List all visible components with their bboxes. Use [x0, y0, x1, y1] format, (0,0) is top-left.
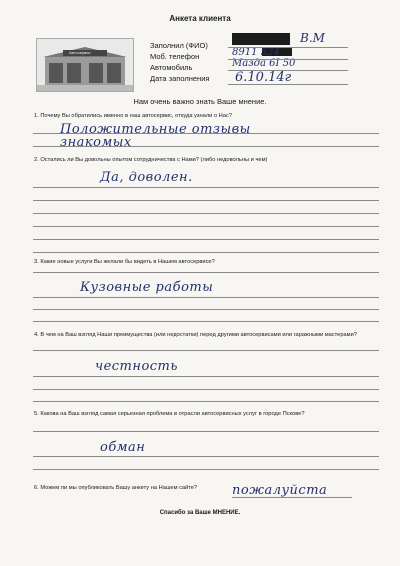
answer-line [33, 376, 379, 377]
answer-5: обман [100, 440, 146, 455]
question-4: 4. В чем на Ваш взгляд Наши преимущества (или недостатки) перед другими автосервисами или гаражными мастерами? [34, 332, 357, 338]
subtitle: Нам очень важно знать Ваше мнение. [133, 97, 267, 106]
phone-value: 8911 524 [232, 47, 280, 58]
question-1: 1. Почему Вы обратились именно в наш автосервис, откуда узнали о Нас? [34, 113, 232, 119]
phone-label: Моб. телефон [150, 52, 200, 61]
answer-line [33, 226, 379, 227]
autoservice-logo-image [36, 38, 134, 92]
name-label: Заполнил (ФИО) [150, 41, 208, 50]
logo-sign-text: Автосервис [69, 50, 91, 55]
car-value: Мазда 6I 50 [232, 58, 296, 69]
question-3: 3. Какие новые услуги Вы желали бы видеть в Нашем автосервисе? [34, 259, 215, 265]
page-title: Анкета клиента [169, 14, 231, 23]
answer-line [33, 389, 379, 390]
field-line [228, 70, 348, 71]
date-value: 6.10.14г [235, 70, 292, 85]
answer-line [33, 252, 379, 253]
car-label: Автомобиль [150, 63, 193, 72]
question-2: 2. Остались ли Вы довольны опытом сотрудничества с Нами? (либо недовольны и чем) [34, 157, 268, 163]
answer-line [33, 187, 379, 188]
date-label: Дата заполнения [150, 74, 210, 83]
answer-3: Кузовные работы [80, 280, 214, 295]
footer-thanks: Спасибо за Ваше МНЕНИЕ. [159, 510, 241, 516]
answer-6: пожалуйста [232, 483, 328, 498]
answer-line [33, 133, 379, 134]
answer-line [33, 297, 379, 298]
answer-line [232, 497, 352, 498]
answer-line [33, 431, 379, 432]
answer-line [33, 469, 379, 470]
question-6: 6. Можем ли мы опубликовать Вашу анкету на Нашем сайте? [34, 485, 198, 491]
name-value: В.М [300, 31, 325, 45]
answer-line [33, 213, 379, 214]
answer-line [33, 239, 379, 240]
answer-4: честность [95, 359, 178, 374]
answer-line [33, 309, 379, 310]
answer-line [33, 456, 379, 457]
answer-line [33, 350, 379, 351]
field-line [228, 47, 348, 48]
answer-line [33, 401, 379, 402]
answer-1: Положительные отзывы знакомых [60, 122, 251, 150]
question-5: 5. Какова на Ваш взгляд самая серьезная проблема в отрасли автосервисных услуг в городе Пскове? [34, 411, 305, 417]
answer-line [33, 146, 379, 147]
answer-line [33, 321, 379, 322]
field-line [228, 59, 348, 60]
answer-2: Да, доволен. [100, 170, 193, 185]
answer-line [33, 200, 379, 201]
redaction-bar [232, 33, 290, 45]
field-line [228, 84, 348, 85]
answer-line [33, 272, 379, 273]
